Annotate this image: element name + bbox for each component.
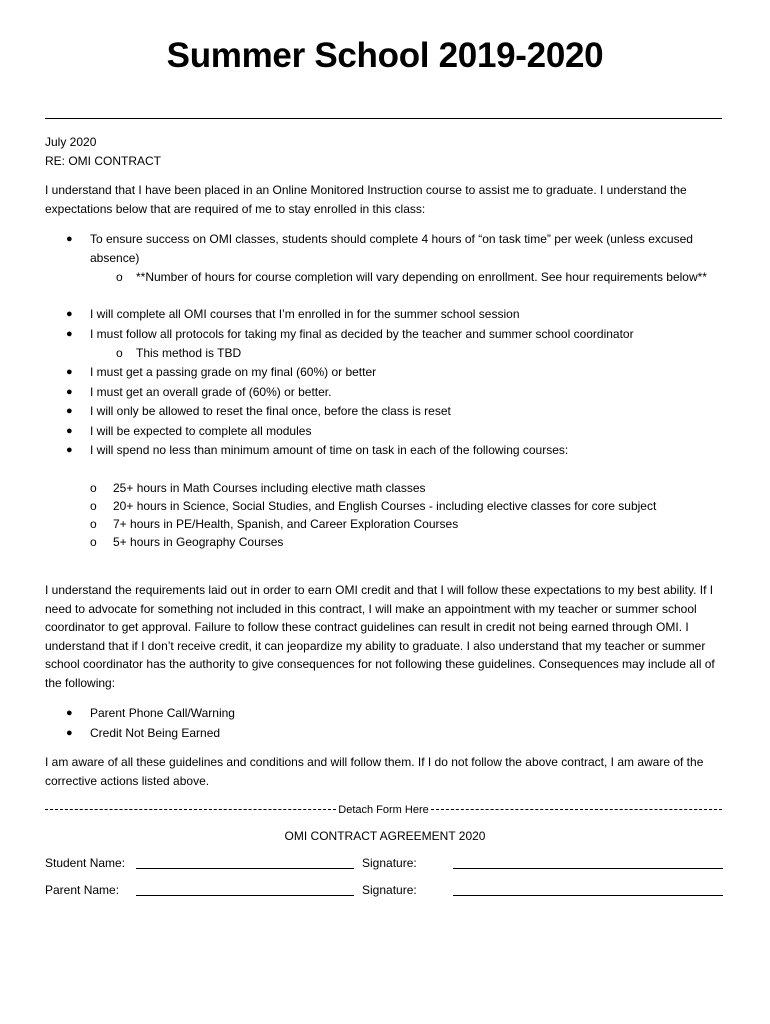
closing-paragraph: I am aware of all these guidelines and conditions and will follow them. If I do not follow the above contract, I am aware of the corrective actions listed above. xyxy=(45,755,704,788)
bullet-icon: ● xyxy=(66,328,73,340)
expectation-item: To ensure success on OMI classes, students should complete 4 hours of “on task time” per week (unless excused absence) xyxy=(90,232,693,265)
re-line: RE: OMI CONTRACT xyxy=(45,154,161,168)
expectation-item: I must get an overall grade of (60%) or better. xyxy=(90,385,332,399)
bullet-icon: ● xyxy=(66,386,73,398)
consequence-item: Credit Not Being Earned xyxy=(90,726,221,740)
consequence-item: Parent Phone Call/Warning xyxy=(90,706,235,720)
detach-label: Detach Form Here xyxy=(338,803,429,816)
hours-item: 5+ hours in Geography Courses xyxy=(113,535,284,549)
hours-item: 25+ hours in Math Courses including elective math classes xyxy=(113,481,426,495)
expectation-subitem: This method is TBD xyxy=(136,346,242,360)
expectation-item: I will be expected to complete all modules xyxy=(90,424,312,438)
circle-bullet-icon: o xyxy=(90,499,97,513)
bullet-icon: ● xyxy=(66,405,73,417)
expectation-item: I will only be allowed to reset the final once, before the class is reset xyxy=(90,404,451,418)
date-line: July 2020 xyxy=(45,135,97,149)
bullet-icon: ● xyxy=(66,727,73,739)
bullet-icon: ● xyxy=(66,233,73,245)
parent-signature-field[interactable] xyxy=(453,895,723,896)
bullet-icon: ● xyxy=(66,308,73,320)
detach-line xyxy=(45,800,722,819)
expectation-item: I will complete all OMI courses that I’m enrolled in for the summer school session xyxy=(90,307,520,321)
circle-bullet-icon: o xyxy=(90,535,97,549)
student-signature-field[interactable] xyxy=(453,868,723,869)
parent-name-field[interactable] xyxy=(136,895,354,896)
expectation-item: I must follow all protocols for taking my final as decided by the teacher and summer school coordinator xyxy=(90,327,634,341)
student-signature-label: Signature: xyxy=(362,856,417,870)
form-title: OMI CONTRACT AGREEMENT 2020 xyxy=(284,829,486,843)
expectation-subitem: **Number of hours for course completion will vary depending on enrollment. See hour requirements below** xyxy=(136,270,707,284)
bullet-icon: ● xyxy=(66,425,73,437)
parent-signature-label: Signature: xyxy=(362,883,417,897)
page-title: Summer School 2019-2020 xyxy=(166,36,604,75)
bullet-icon: ● xyxy=(66,366,73,378)
circle-bullet-icon: o xyxy=(116,270,123,284)
requirements-paragraph: I understand the requirements laid out in order to earn OMI credit and that I will follow these expectations to my best ability. If I need to advocate for something not included in this contract, I will make an appointment with my teacher or summer school coordinator to get approval. Failure to follow these contract guidelines can result in credit not being earned through OMI. I understand that if I don’t receive credit, it can jeopardize my ability to graduate. I also understand that my teacher or summer school coordinator has the authority to give consequences for not following these guidelines. Consequences may include all of the following: xyxy=(45,583,715,690)
student-name-field[interactable] xyxy=(136,868,354,869)
circle-bullet-icon: o xyxy=(90,481,97,495)
parent-name-label: Parent Name: xyxy=(45,883,120,897)
hours-item: 20+ hours in Science, Social Studies, and English Courses - including elective classes for core subject xyxy=(113,499,657,513)
circle-bullet-icon: o xyxy=(90,517,97,531)
title-rule xyxy=(45,118,722,119)
bullet-icon: ● xyxy=(66,707,73,719)
expectation-item: I must get a passing grade on my final (60%) or better xyxy=(90,365,377,379)
expectation-item: I will spend no less than minimum amount of time on task in each of the following courses: xyxy=(90,443,569,457)
hours-item: 7+ hours in PE/Health, Spanish, and Career Exploration Courses xyxy=(113,517,459,531)
intro-paragraph: I understand that I have been placed in an Online Monitored Instruction course to assist me to graduate. I understand the expectations below that are required of me to stay enrolled in this class: xyxy=(45,183,687,216)
circle-bullet-icon: o xyxy=(116,346,123,360)
bullet-icon: ● xyxy=(66,444,73,456)
student-name-label: Student Name: xyxy=(45,856,126,870)
